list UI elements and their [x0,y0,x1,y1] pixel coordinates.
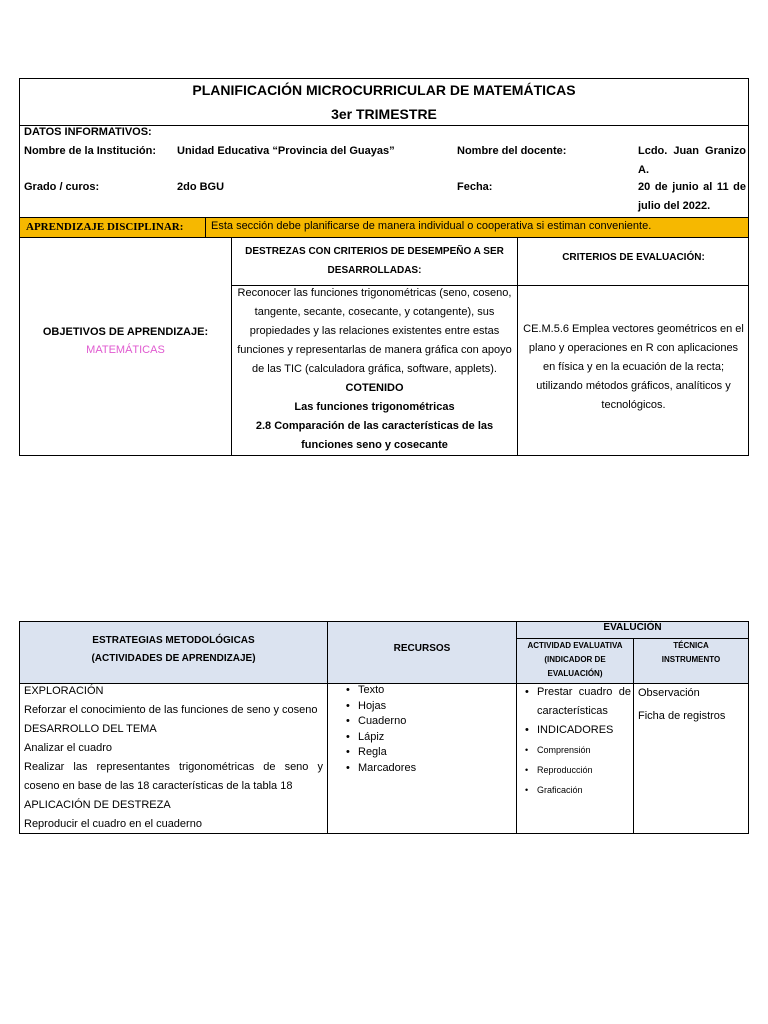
criterios-line: utilizando métodos gráficos, analíticos y [536,380,731,392]
docente-label: Nombre del docente: [457,145,567,157]
actividad-header-line1: ACTIVIDAD EVALUATIVA [527,641,623,650]
estrategias-header [20,632,327,668]
estrategias-divider-3 [633,638,634,833]
docente-value-line1: Lcdo. Juan Granizo [638,145,746,157]
page-title: PLANIFICACIÓN MICROCURRICULAR DE MATEMÁTICAS [192,82,576,98]
page-subtitle: 3er TRIMESTRE [331,106,437,122]
prestar-line1: • Prestar cuadro de [537,686,631,698]
analizar-text: Analizar el cuadro [24,742,113,754]
aprendizaje-divider [205,217,206,238]
grado-label: Grado / curos: [24,181,100,193]
list-item: • Reproducción [519,760,631,780]
tecnica-header [634,639,748,667]
destrezas-line: funciones y representarlas de manera gráfica con apoyo [237,344,512,356]
title-block [19,78,749,126]
aprendizaje-text: Esta sección debe planificarse de manera individual o cooperativa si estiman conveniente. [211,220,652,232]
destrezas-line: propiedades y las relaciones existentes entre estas [249,325,500,337]
list-item: • Marcadores [340,761,510,777]
estrategias-table [19,621,749,834]
objetivos-cell [20,326,231,356]
reproducir-text: Reproducir el cuadro en el cuaderno [24,818,202,830]
exploracion-heading: EXPLORACIÓN [24,685,104,697]
list-item: • Hojas [340,699,510,715]
prestar-line2: características [537,705,608,717]
destrezas-header-line1: DESTREZAS CON CRITERIOS DE DESEMPEÑO A SER [245,246,504,257]
aprendizaje-row [19,217,749,238]
criterios-line: CE.M.5.6 Emplea vectores geométricos en el [523,323,744,335]
estrategias-header-line1: ESTRATEGIAS METODOLÓGICAS [92,635,255,646]
indicadores-list [519,740,631,800]
list-item: • Graficación [519,780,631,800]
actividad-body [519,683,631,800]
objetivos-label: OBJETIVOS DE APRENDIZAJE: [42,326,209,338]
fecha-value-line2: julio del 2022. [638,200,711,212]
estrategias-body [24,682,323,834]
institucion-value: Unidad Educativa “Provincia del Guayas” [177,145,395,157]
list-item: • Lápiz [340,730,510,746]
list-item: • Comprensión [519,740,631,760]
destrezas-header-line2: DESARROLLADAS: [327,265,422,276]
criterios-content [518,320,749,415]
actividad-header-line3: EVALUACIÓN) [547,669,603,678]
actividad-header-line2: (INDICADOR DE [544,655,606,664]
destrezas-line: Reconocer las funciones trigonométricas (seno, coseno, [237,287,512,299]
evaluacion-header: EVALUCIÓN [603,622,662,633]
datos-section-title: DATOS INFORMATIVOS: [24,126,152,138]
list-item: • Regla [340,745,510,761]
estrategias-header-line2: (ACTIVIDADES DE APRENDIZAJE) [91,653,256,664]
fecha-value-line1: 20 de junio al 11 de [638,181,746,193]
contenido-item-line1: 2.8 Comparación de las características de las [255,420,494,432]
actividad-header [517,639,633,681]
tecnica-body [638,682,746,728]
indicadores-item: • INDICADORES [519,721,631,740]
destrezas-header [232,242,517,280]
grado-value: 2do BGU [177,181,225,193]
list-item: • Texto [340,683,510,699]
aprendizaje-label: APRENDIZAJE DISCIPLINAR: [26,221,184,233]
recursos-header: RECURSOS [393,643,451,654]
desarrollo-heading: DESARROLLO DEL TEMA [24,723,157,735]
contenido-item-line2: funciones seno y cosecante [301,439,448,451]
objetivos-table [19,237,749,456]
observacion-text: Observación [638,687,700,699]
contenido-label: COTENIDO [345,382,404,394]
fecha-label: Fecha: [457,181,493,193]
institucion-label: Nombre de la Institución: [24,145,157,157]
realizar-text-line1: Realizar las representantes trigonométricas de seno y [24,761,323,773]
contenido-title: Las funciones trigonométricas [294,401,455,413]
actividad-list [519,683,631,740]
prestar-item [519,683,631,721]
tecnica-header-line1: TÉCNICA [673,641,709,650]
aplicacion-heading: APLICACIÓN DE DESTREZA [24,799,171,811]
criterios-header: CRITERIOS DE EVALUACIÓN: [562,252,705,263]
destrezas-content [232,284,517,455]
criterios-line: en física y en la ecuación de la recta; [543,361,724,373]
criterios-line: plano y operaciones en R con aplicaciones [528,342,739,354]
recursos-list [340,683,510,776]
reforzar-text: Reforzar el conocimiento de las funciones de seno y coseno [24,704,318,716]
docente-value-line2: A. [638,164,649,176]
destrezas-line: de las TIC (calculadora gráfica, software, applets). [252,363,497,375]
realizar-text-line2: coseno en base de las 18 características de la tabla 18 [24,780,293,792]
ficha-text: Ficha de registros [638,710,726,722]
datos-informativos-block [19,125,749,218]
tecnica-header-line2: INSTRUMENTO [661,655,721,664]
objetivos-subject: MATEMÁTICAS [86,344,165,356]
criterios-line: tecnológicos. [601,399,666,411]
destrezas-line: tangente, secante, cosecante, y cotangente), sus [254,306,495,318]
list-item: • Cuaderno [340,714,510,730]
